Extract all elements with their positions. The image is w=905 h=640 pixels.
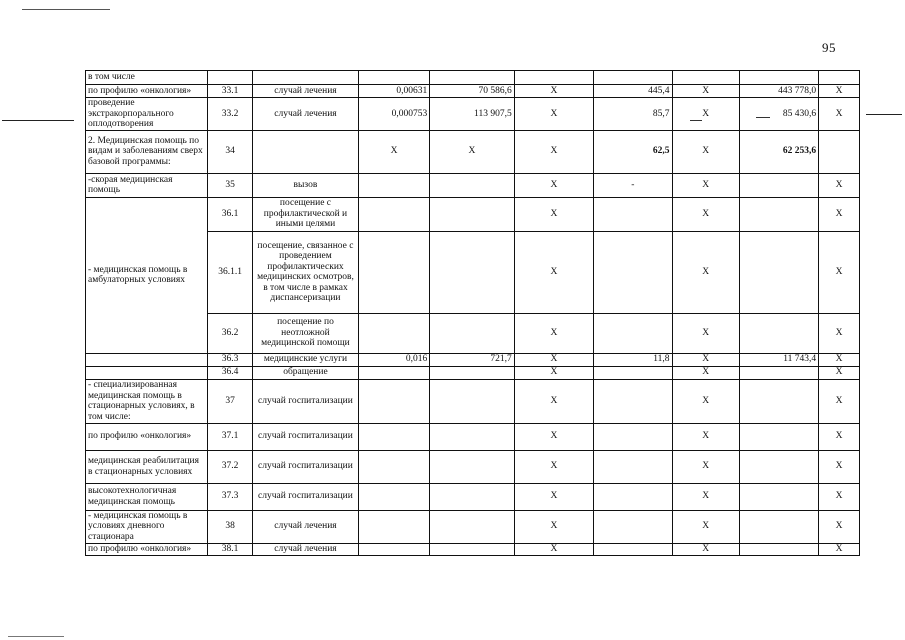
unit-cell: случай госпитализации [253, 450, 359, 483]
row-label: в том числе [86, 71, 208, 85]
value-cell: X [672, 450, 739, 483]
row-number: 37 [208, 379, 253, 423]
value-cell [594, 71, 672, 85]
value-cell: X [819, 379, 860, 423]
table-row [86, 483, 860, 510]
value-cell: X [514, 173, 593, 197]
unit-cell [253, 71, 359, 85]
row-number [208, 71, 253, 85]
value-cell: X [819, 313, 860, 353]
table-row [86, 353, 860, 366]
value-cell [594, 313, 672, 353]
value-cell: X [514, 313, 593, 353]
value-cell [819, 130, 860, 173]
unit-cell: посещение с профилактической и иными целями [253, 197, 359, 231]
value-cell [358, 379, 429, 423]
value-cell [514, 71, 593, 85]
value-cell [739, 173, 818, 197]
value-cell [739, 379, 818, 423]
value-cell [430, 313, 515, 353]
value-cell: X [514, 379, 593, 423]
table-row [86, 510, 860, 543]
value-cell [594, 510, 672, 543]
value-cell [739, 231, 818, 313]
value-cell: X [819, 423, 860, 450]
table-row [86, 366, 860, 379]
left-margin-rule [2, 120, 74, 121]
row-number: 36.1.1 [208, 231, 253, 313]
value-cell: 113 907,5 [430, 98, 515, 131]
value-cell [430, 197, 515, 231]
value-cell: 70 586,6 [430, 85, 515, 98]
value-cell [358, 313, 429, 353]
value-cell: X [672, 173, 739, 197]
value-cell: X [672, 197, 739, 231]
unit-cell: медицинские услуги [253, 353, 359, 366]
value-cell [430, 366, 515, 379]
value-cell: 0,00631 [358, 85, 429, 98]
table-row [86, 130, 860, 173]
value-cell: 721,7 [430, 353, 515, 366]
unit-cell: случай госпитализации [253, 483, 359, 510]
row-number: 36.2 [208, 313, 253, 353]
unit-cell: случай лечения [253, 510, 359, 543]
value-cell [594, 450, 672, 483]
value-cell: X [672, 231, 739, 313]
row-label: - медицинская помощь в амбулаторных условиях [86, 197, 208, 353]
value-cell: 85 430,6 [739, 98, 818, 131]
value-cell [430, 173, 515, 197]
unit-cell: случай лечения [253, 98, 359, 131]
value-cell: X [514, 231, 593, 313]
row-number: 37.1 [208, 423, 253, 450]
value-cell [594, 483, 672, 510]
value-cell: X [672, 366, 739, 379]
value-cell [358, 510, 429, 543]
value-cell: X [819, 543, 860, 555]
value-cell [358, 366, 429, 379]
table-row [86, 543, 860, 555]
value-cell [358, 423, 429, 450]
row-number: 36.1 [208, 197, 253, 231]
value-cell [430, 423, 515, 450]
value-cell: X [672, 353, 739, 366]
row-label: медицинская реабилитация в стационарных условиях [86, 450, 208, 483]
bottom-rule [8, 636, 64, 637]
value-cell [594, 231, 672, 313]
unit-cell: случай госпитализации [253, 423, 359, 450]
value-cell [430, 543, 515, 555]
value-cell: X [514, 510, 593, 543]
row-number: 36.4 [208, 366, 253, 379]
value-cell: X [514, 366, 593, 379]
value-cell: X [672, 423, 739, 450]
value-cell [672, 71, 739, 85]
value-cell: X [672, 543, 739, 555]
value-cell: X [672, 510, 739, 543]
value-cell [358, 71, 429, 85]
unit-cell: случай лечения [253, 85, 359, 98]
value-cell: 0,000753 [358, 98, 429, 131]
unit-cell: посещение по неотложной медицинской помощи [253, 313, 359, 353]
value-cell: 85,7 [594, 98, 672, 131]
value-cell: X [819, 353, 860, 366]
value-cell: X [514, 130, 593, 173]
value-cell: 445,4 [594, 85, 672, 98]
row-label: - медицинская помощь в условиях дневного стационара [86, 510, 208, 543]
value-cell: X [819, 197, 860, 231]
value-cell [430, 450, 515, 483]
dash-mark [690, 120, 702, 121]
dash-mark [756, 117, 770, 118]
row-label: проведение экстракорпорального оплодотворения [86, 98, 208, 131]
value-cell [358, 231, 429, 313]
row-number: 35 [208, 173, 253, 197]
value-cell: X [672, 130, 739, 173]
top-rule [22, 9, 110, 10]
table-row [86, 71, 860, 85]
value-cell: X [672, 98, 739, 131]
row-number: 36.3 [208, 353, 253, 366]
row-number: 37.2 [208, 450, 253, 483]
table-row [86, 197, 860, 231]
value-cell [739, 483, 818, 510]
value-cell [739, 197, 818, 231]
value-cell: 0,016 [358, 353, 429, 366]
unit-cell [253, 130, 359, 173]
row-number: 34 [208, 130, 253, 173]
unit-cell: обращение [253, 366, 359, 379]
value-cell: X [672, 483, 739, 510]
value-cell: 11,8 [594, 353, 672, 366]
value-cell [430, 483, 515, 510]
value-cell: 62,5 [594, 130, 672, 173]
value-cell: X [819, 85, 860, 98]
table-row [86, 98, 860, 131]
value-cell: X [672, 379, 739, 423]
value-cell: X [514, 353, 593, 366]
row-label: по профилю «онкология» [86, 543, 208, 555]
value-cell [739, 543, 818, 555]
row-number: 38 [208, 510, 253, 543]
value-cell: X [514, 197, 593, 231]
table-row [86, 450, 860, 483]
value-cell: X [672, 313, 739, 353]
value-cell: X [819, 98, 860, 131]
page-number: 95 [822, 40, 836, 55]
row-number: 37.3 [208, 483, 253, 510]
right-margin-rule [866, 114, 902, 115]
data-table [85, 70, 860, 556]
row-label [86, 366, 208, 379]
table-row [86, 173, 860, 197]
table-row [86, 379, 860, 423]
row-number: 38.1 [208, 543, 253, 555]
row-label: по профилю «онкология» [86, 85, 208, 98]
value-cell: X [819, 173, 860, 197]
value-cell [594, 543, 672, 555]
value-cell [358, 173, 429, 197]
value-cell [739, 423, 818, 450]
value-cell: X [514, 450, 593, 483]
value-cell [739, 510, 818, 543]
table-row [86, 85, 860, 98]
value-cell: X [514, 543, 593, 555]
value-cell [739, 366, 818, 379]
value-cell [430, 379, 515, 423]
unit-cell: случай лечения [253, 543, 359, 555]
value-cell [358, 483, 429, 510]
value-cell [594, 379, 672, 423]
unit-cell: случай госпитализации [253, 379, 359, 423]
value-cell: X [430, 130, 515, 173]
value-cell [739, 71, 818, 85]
value-cell: X [358, 130, 429, 173]
row-label: по профилю «онкология» [86, 423, 208, 450]
value-cell [594, 197, 672, 231]
row-label: - специализированная медицинская помощь в стационарных условиях, в том числе: [86, 379, 208, 423]
row-label: 2. Медицинская помощь по видам и заболеваниям сверх базовой программы: [86, 130, 208, 173]
value-cell: X [819, 510, 860, 543]
value-cell [739, 450, 818, 483]
row-number: 33.2 [208, 98, 253, 131]
value-cell: X [819, 231, 860, 313]
unit-cell: вызов [253, 173, 359, 197]
value-cell [739, 313, 818, 353]
row-label [86, 353, 208, 366]
value-cell: X [514, 423, 593, 450]
value-cell: X [514, 483, 593, 510]
value-cell: X [514, 98, 593, 131]
value-cell [430, 510, 515, 543]
value-cell: X [819, 450, 860, 483]
value-cell: - [594, 173, 672, 197]
value-cell [358, 197, 429, 231]
value-cell: X [819, 366, 860, 379]
row-label: -скорая медицинская помощь [86, 173, 208, 197]
value-cell: X [672, 85, 739, 98]
table-row [86, 423, 860, 450]
row-label: высокотехнологичная медицинская помощь [86, 483, 208, 510]
value-cell: X [819, 483, 860, 510]
value-cell [594, 423, 672, 450]
value-cell: 443 778,0 [739, 85, 818, 98]
value-cell [819, 71, 860, 85]
value-cell: 11 743,4 [739, 353, 818, 366]
value-cell: X [514, 85, 593, 98]
value-cell [358, 450, 429, 483]
value-cell [430, 71, 515, 85]
row-number: 33.1 [208, 85, 253, 98]
value-cell: 62 253,6 [739, 130, 818, 173]
unit-cell: посещение, связанное с проведением профилактических медицинских осмотров, в том числе в рамках диспансеризации [253, 231, 359, 313]
value-cell [594, 366, 672, 379]
value-cell [430, 231, 515, 313]
value-cell [358, 543, 429, 555]
